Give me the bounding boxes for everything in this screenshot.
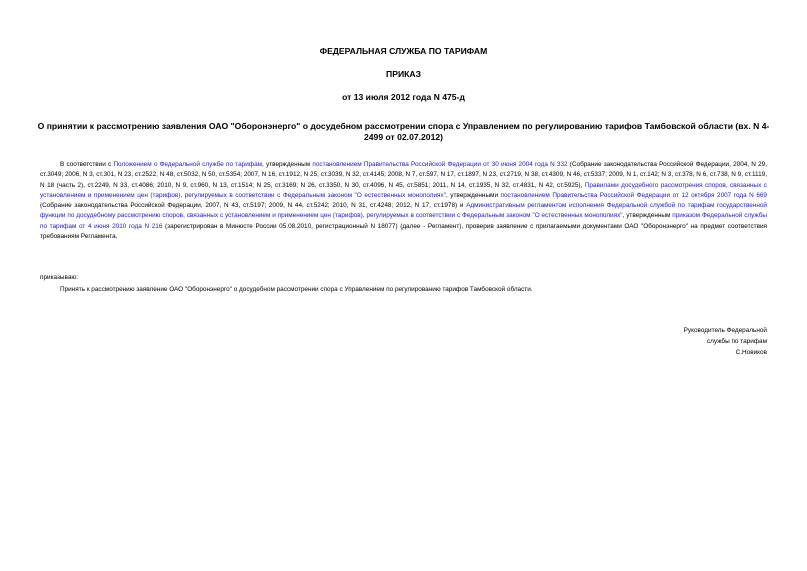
signature-organization: службы по тарифам bbox=[706, 338, 767, 345]
link-administrative-regulation[interactable]: Административным регламентом исполнения Федеральной службой по тарифам государственной функции по досудебному рассмотрению споров, связанных с установлением и применением цен (тарифов), регулируемых в соответствии с Федеральным законом "О естественных монополиях" bbox=[40, 202, 767, 220]
link-government-decree-669[interactable]: постановлением Правительства Российской Федерации от 12 октября 2007 года N 669 bbox=[500, 191, 767, 199]
signature-position: Руководитель Федеральной bbox=[683, 327, 767, 334]
preamble-text-4: , утвержденными bbox=[445, 191, 501, 199]
order-word: приказываю: bbox=[40, 274, 78, 281]
preamble-paragraph bbox=[40, 160, 767, 242]
preamble-text-1: В соответствии с bbox=[60, 161, 114, 168]
link-fst-order-216[interactable]: приказом Федеральной службы по тарифам от 4 июня 2010 года N 216 bbox=[40, 212, 768, 230]
preamble-text-3: (Собрание законодательства Российской Федерации, 2004, N 29, ст.3049; 2006, N 3, ст.301, N 23, ст.2522, N 48, ст.5032, N 50, ст.5354; 2007, N 16, ст.1912, N 25, ст.3039, N 32, ст.4145; 2008, N 7, ст.597, N 17, ст.1897, N 23, ст.2719, N 38, ст.4309, N 46, ст.5337; 2009, N 1, ст.142; N 3, ст.378, N 6, ст.738, N 9, ст.1119, N 18 (часть 2), ст.2249, N 33, ст.4086; 2010, N 9, ст.960, N 13, ст.1514; N 25, ст.3169; N 26, ст.3350, N 30, ст.4096, N 45, ст.5851; 2011, N 14, ст.1935, N 32, ст.4831, N 42, ст.5925), bbox=[40, 161, 767, 189]
document-type: ПРИКАЗ bbox=[386, 69, 421, 79]
preamble-text-5: (Собрание законодательства Российской Федерации, 2007, N 43, ст.5197; 2009, N 44, ст.5242; 2010, N 31, ст.4248; 2012, N 17, ст.1978) и bbox=[40, 202, 467, 210]
link-fst-regulation[interactable]: Положением о Федеральной службе по тарифам bbox=[113, 161, 263, 168]
link-government-decree-332[interactable]: постановлением Правительства Российской Федерации от 30 июня 2004 года N 332 bbox=[312, 161, 568, 168]
document-date: от 13 июля 2012 года N 475-д bbox=[342, 92, 465, 102]
preamble-text-6: , утвержденным bbox=[622, 212, 673, 220]
document-title: О принятии к рассмотрению заявления ОАО "Оборонэнерго" о досудебном рассмотрении спора с Управлением по регулированию тарифов Тамбовской области (вх. N 4-2499 от 02.07.2012) bbox=[37, 121, 770, 142]
preamble-text-7: (зарегистрирован в Минюсте России 05.08.2010, регистрационный N 18077) (далее - Регламент), проверив заявление с прилагаемыми документами ОАО "Оборонэнерго" на предмет соответствия требованиям Регламента, bbox=[40, 222, 767, 241]
preamble-text-2: , утвержденным bbox=[262, 161, 313, 168]
agency-name: ФЕДЕРАЛЬНАЯ СЛУЖБА ПО ТАРИФАМ bbox=[319, 46, 488, 56]
signature-block bbox=[684, 325, 767, 358]
decision-text: Принять к рассмотрению заявление ОАО "Оборонэнерго" о досудебном рассмотрении спора с Управлением по регулированию тарифов Тамбовской области. bbox=[60, 286, 533, 293]
preamble bbox=[40, 160, 767, 242]
link-pretrial-rules[interactable]: Правилами досудебного рассмотрения споров, связанных с установлением и применением цен (тарифов), регулируемых в соответствии с Федеральным законом "О естественных монополиях" bbox=[40, 181, 767, 199]
signature-name: С.Новиков bbox=[735, 349, 767, 356]
